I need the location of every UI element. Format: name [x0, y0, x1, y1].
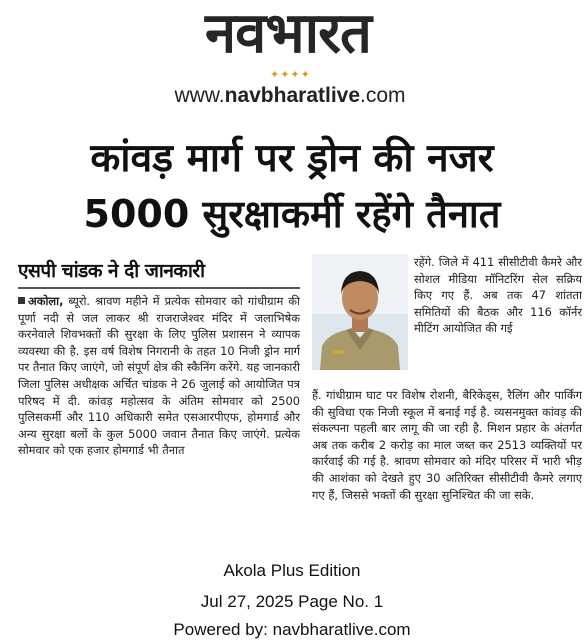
- date-page-label: Jul 27, 2025 Page No. 1: [200, 592, 384, 611]
- article-column-left: [18, 293, 300, 561]
- powered-by-label: Powered by: navbharatlive.com: [173, 620, 411, 639]
- officer-photo: [312, 254, 408, 370]
- headline-line-1: कांवड़ मार्ग पर ड्रोन की नजर: [90, 136, 494, 181]
- headline-line-2: 5000 सुरक्षाकर्मी रहेंगे तैनात: [83, 192, 501, 236]
- article-body-left: ब्यूरो. श्रावण महीने में प्रत्येक सोमवार को गांधीग्राम की पूर्णा नदी से जल लाकर श्री राजराजेश्वर मंदिर में जलाभिषेक करनेवाले शिवभक्तों की सुरक्षा के लिए पुलिस प्रशासन ने व्यापक व्यवस्था की है. इस वर्ष विशेष निगरानी के तहत 10 निजी ड्रोन मार्ग पर तैनात किए जाएंगे, जो संपूर्ण क्षेत्र की स्कैनिंग करेंगे. यह जानकारी जिला पुलिस अधीक्षक अर्चित चांडक ने 26 जुलाई को आयोजित पत्र परिषद में दी. कांवड़ महोत्सव के अंतिम सोमवार को 2500 पुलिसकर्मी और 110 अधिकारी समेत एसआरपीएफ, होमगार्ड और अन्य सुरक्षा बलों के कुल 5000 जवान तैनात किए जाएंगे. प्रत्येक सोमवार को एक हजार होमगार्ड भी तैनात: [18, 294, 300, 458]
- subheadline: एसपी चांडक ने दी जानकारी: [18, 260, 205, 282]
- edition-label: Akola Plus Edition: [223, 561, 361, 580]
- article-body-right-top: रहेंगे. जिले में 411 सीसीटीवी कैमरे और सोशल मीडिया मॉनिटरिंग सेल सक्रिय किए गए हैं. अब तक 47 शांतता समितियों की बैठक और 116 कॉर्नर मीटिंग आयोजित की गई: [414, 255, 582, 336]
- article-body-right-bottom: हैं. गांधीग्राम घाट पर विशेष रोशनी, बैरिकेड्स, रैलिंग और पार्किंग की सुविधा एक निजी स्कूल में बनाई गई है. व्यसनमुक्त कांवड़ की संकल्पना पहली बार लागू की जा रही है. मिशन प्रहार के अंतर्गत अब तक करीब 2 करोड़ का माल जब्त कर 2513 व्यक्तियों पर कार्रवाई की गई है. श्रावण सोमवार को मंदिर परिसर में भारी भीड़ की आशंका को देखते हुए 30 अतिरिक्त सीसीटीवी कैमरे लगाए गए हैं, जिससे भक्तों की सुरक्षा सुनिश्चित की जा सके.: [312, 388, 582, 502]
- bullet-icon: [18, 297, 25, 304]
- site-url-suffix: .com: [360, 84, 406, 107]
- newspaper-logo: नवभारत: [205, 1, 371, 66]
- site-url: [150, 84, 430, 108]
- site-url-prefix: www.: [174, 84, 225, 107]
- logo-ornament-icon: ✦✦✦✦: [270, 68, 311, 81]
- article-column-right-top: [414, 254, 582, 388]
- masthead: [0, 0, 584, 118]
- subheadline-rule: [18, 287, 300, 289]
- dateline: अकोला,: [28, 294, 64, 308]
- site-url-domain: navbharatlive: [224, 84, 361, 107]
- article-column-right-bottom: [312, 387, 582, 559]
